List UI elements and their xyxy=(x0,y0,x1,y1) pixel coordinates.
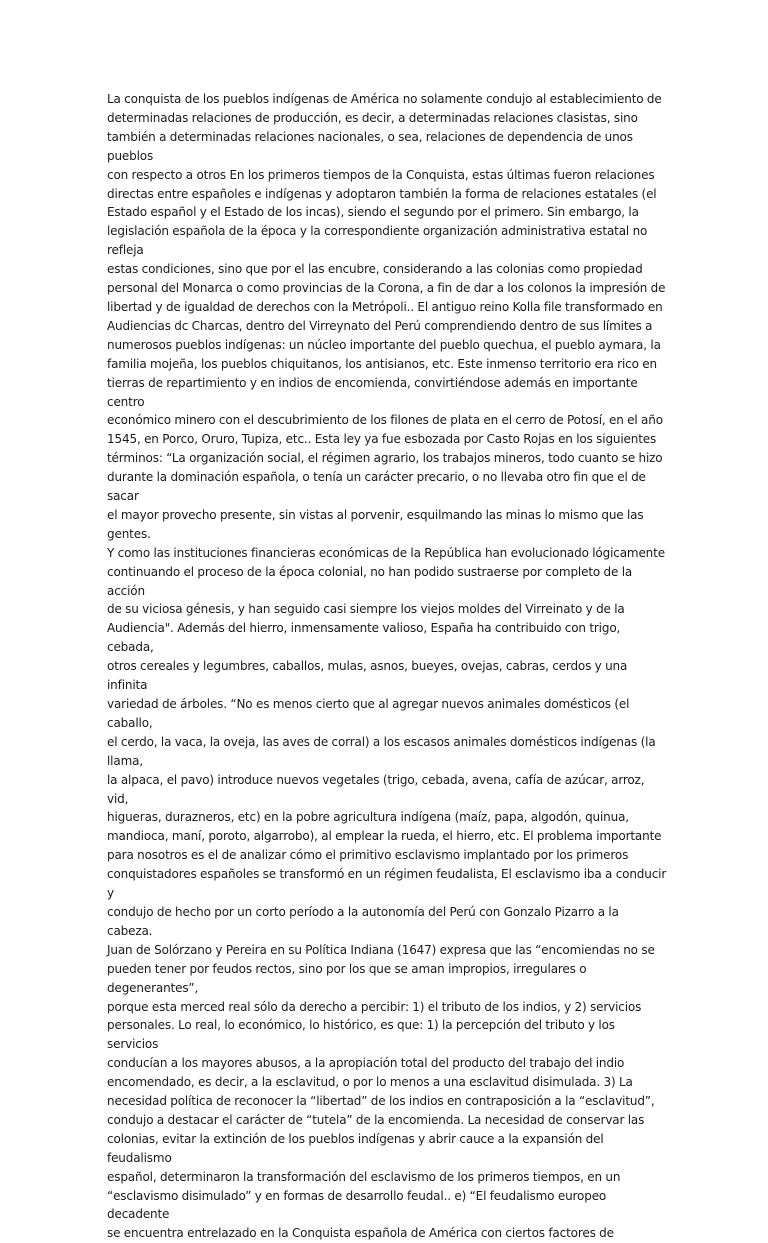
body-paragraph: La conquista de los pueblos indígenas de América no solamente condujo al establecimiento de determinadas relaciones de producción, es decir, a determinadas relaciones clasistas, sino también a determinadas relaciones nacionales, o sea, relaciones de dependencia de unos pueblos con respecto a otros En los primeros tiempos de la Conquista, estas últimas fueron relaciones directas entre españoles e indígenas y adoptaron también la forma de relaciones estatales (el Estado español y el Estado de los incas), siendo el segundo por el primero. Sin embargo, la legislación española de la época y la correspondiente organización administrativa estatal no refleja estas condiciones, sino que por el las encubre, considerando a las colonias como propiedad personal del Monarca o como provincias de la Corona, a fin de dar a los colonos la impresión de libertad y de igualdad de derechos con la Metrópoli.. El antiguo reino Kolla file transformado en Audiencias dc Charcas, dentro del Virreynato del Perú comprendiendo dentro de sus límites a numerosos pueblos indígenas: un núcleo importante del pueblo quechua, el pueblo aymara, la familia mojeña, los pueblos chiquitanos, los antisianos, etc. Este inmenso territorio era rico en tierras de repartimiento y en indios de encomienda, convirtiéndose además en importante centro económico minero con el descubrimiento de los filones de plata en el cerro de Potosí, en el año 1545, en Porco, Oruro, Tupiza, etc.. Esta ley ya fue esbozada por Casto Rojas en los siguientes términos: “La organización social, el régimen agrario, los trabajos mineros, todo cuanto se hizo durante la dominación española, o tenía un carácter precario, o no llevaba otro fin que el de sacar el mayor provecho presente, sin vistas al porvenir, esquilmando las minas lo mismo que las gentes. Y como las instituciones financieras económicas de la República han evolucionado lógicamente continuando el proceso de la época colonial, no han podido sustraerse por completo de la acción de su viciosa génesis, y han seguido casi siempre los viejos moldes del Virreinato y de la Audiencia". Además del hierro, inmensamente valioso, España ha contribuido con trigo, cebada, otros cereales y legumbres, caballos, mulas, asnos, bueyes, ovejas, cabras, cerdos y una infinita variedad de árboles. “No es menos cierto que al agregar nuevos animales domésticos (el caballo, el cerdo, la vaca, la oveja, las aves de corral) a los escasos animales domésticos indígenas (la llama, la alpaca, el pavo) introduce nuevos vegetales (trigo, cebada, avena, cafía de azúcar, arroz, vid, higueras, durazneros, etc) en la pobre agricultura indígena (maíz, papa, algodón, quinua, mandioca, maní, poroto, algarrobo), al emplear la rueda, el hierro, etc. El problema importante para nosotros es el de analizar cómo el primitivo esclavismo implantado por los primeros conquistadores españoles se transformó en un régimen feudalista, El esclavismo iba a conducir y condujo de hecho por un corto período a la autonomía del Perú con Gonzalo Pizarro a la cabeza. Juan de Solórzano y Pereira en su Política Indiana (1647) expresa que las “encomiendas no se pueden tener por feudos rectos, sino por los que se aman impropios, irregulares o degenerantes”, porque esta merced real sólo da derecho a percibir: 1) el tributo de los indios, y 2) servicios personales. Lo real, lo económico, lo histórico, es que: 1) la percepción del tributo y los servicios conducían a los mayores abusos, a la apropiación total del producto del trabajo del indio encomendado, es decir, a la esclavitud, o por lo menos a una esclavitud disimulada. 3) La necesidad política de reconocer la “libertad” de los indios en contraposición a la “esclavitud”, condujo a destacar el carácter de “tutela” de la encomienda. La necesidad de conservar las colonias, evitar la extinción de los pueblos indígenas y abrir cauce a la expansión del feudalismo español, determinaron la transformación del esclavismo de los primeros tiempos, en un “esclavismo disimulado” y en formas de desarrollo feudal.. e) “El feudalismo europeo decadente se encuentra entrelazado en la Conquista española de América con ciertos factores de xyxy=(107,92,667,1241)
